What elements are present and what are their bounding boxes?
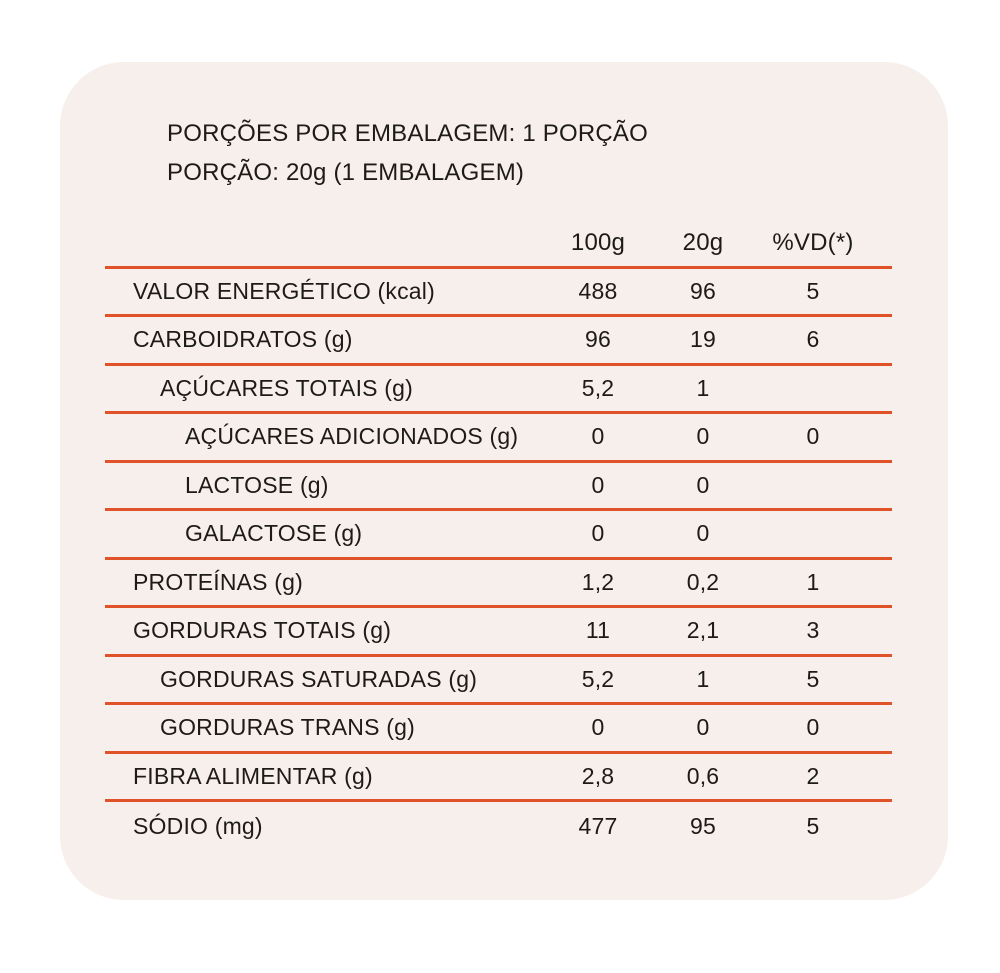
value-100g: 488	[578, 277, 618, 304]
value-20g: 19	[690, 326, 716, 353]
column-header-vd: %VD(*)	[772, 228, 854, 256]
value-vd: 2	[806, 762, 820, 789]
value-100g: 0	[591, 471, 605, 498]
serving-info	[167, 114, 948, 192]
value-20g: 95	[690, 812, 716, 839]
value-20g: 2,1	[686, 617, 720, 644]
value-20g: 1	[696, 665, 710, 692]
value-vd: 1	[806, 568, 820, 595]
value-100g: 0	[591, 714, 605, 741]
nutrient-label: SÓDIO (mg)	[133, 812, 263, 839]
column-header-20g: 20g	[682, 228, 724, 256]
servings-per-package: PORÇÕES POR EMBALAGEM: 1 PORÇÃO	[167, 120, 648, 147]
nutrient-label: GORDURAS SATURADAS (g)	[160, 665, 478, 692]
table-row	[105, 414, 892, 463]
value-vd: 3	[806, 617, 820, 644]
table-row	[105, 657, 892, 706]
value-20g: 0,2	[686, 568, 720, 595]
value-100g: 2,8	[581, 762, 615, 789]
table-header-row	[105, 220, 892, 269]
table-row	[105, 705, 892, 754]
value-20g: 0	[696, 471, 710, 498]
value-100g: 11	[585, 617, 611, 644]
nutrient-label: GORDURAS TOTAIS (g)	[133, 617, 392, 644]
serving-size: PORÇÃO: 20g (1 EMBALAGEM)	[167, 159, 525, 186]
nutrition-facts-card	[60, 62, 948, 900]
table-row	[105, 366, 892, 415]
value-vd: 6	[806, 326, 820, 353]
value-100g: 0	[591, 423, 605, 450]
value-20g: 0	[696, 520, 710, 547]
nutrient-label: GORDURAS TRANS (g)	[160, 714, 415, 741]
value-100g: 96	[585, 326, 611, 353]
nutrient-label: LACTOSE (g)	[185, 471, 329, 498]
value-20g: 1	[696, 374, 710, 401]
table-row	[105, 754, 892, 803]
value-20g: 0	[696, 423, 710, 450]
value-vd: 5	[806, 665, 820, 692]
nutrient-label: VALOR ENERGÉTICO (kcal)	[133, 277, 435, 304]
table-row	[105, 560, 892, 609]
nutrition-table	[105, 220, 892, 851]
value-100g: 5,2	[581, 374, 615, 401]
nutrient-label: GALACTOSE (g)	[185, 520, 363, 547]
nutrient-label: CARBOIDRATOS (g)	[133, 326, 353, 353]
value-vd: 5	[806, 812, 820, 839]
table-row	[105, 608, 892, 657]
value-vd: 0	[806, 423, 820, 450]
table-row	[105, 269, 892, 318]
value-100g: 0	[591, 520, 605, 547]
value-20g: 0,6	[686, 762, 720, 789]
value-100g: 1,2	[581, 568, 615, 595]
table-row	[105, 511, 892, 560]
value-vd: 5	[806, 277, 820, 304]
nutrient-label: AÇÚCARES TOTAIS (g)	[160, 374, 414, 401]
column-header-100g: 100g	[570, 228, 626, 256]
value-100g: 477	[578, 812, 618, 839]
value-100g: 5,2	[581, 665, 615, 692]
nutrient-label: AÇÚCARES ADICIONADOS (g)	[185, 423, 519, 450]
value-20g: 96	[690, 277, 716, 304]
table-row	[105, 802, 892, 851]
value-vd: 0	[806, 714, 820, 741]
table-row	[105, 463, 892, 512]
value-20g: 0	[696, 714, 710, 741]
table-row	[105, 317, 892, 366]
nutrient-label: PROTEÍNAS (g)	[133, 568, 304, 595]
nutrient-label: FIBRA ALIMENTAR (g)	[133, 762, 373, 789]
